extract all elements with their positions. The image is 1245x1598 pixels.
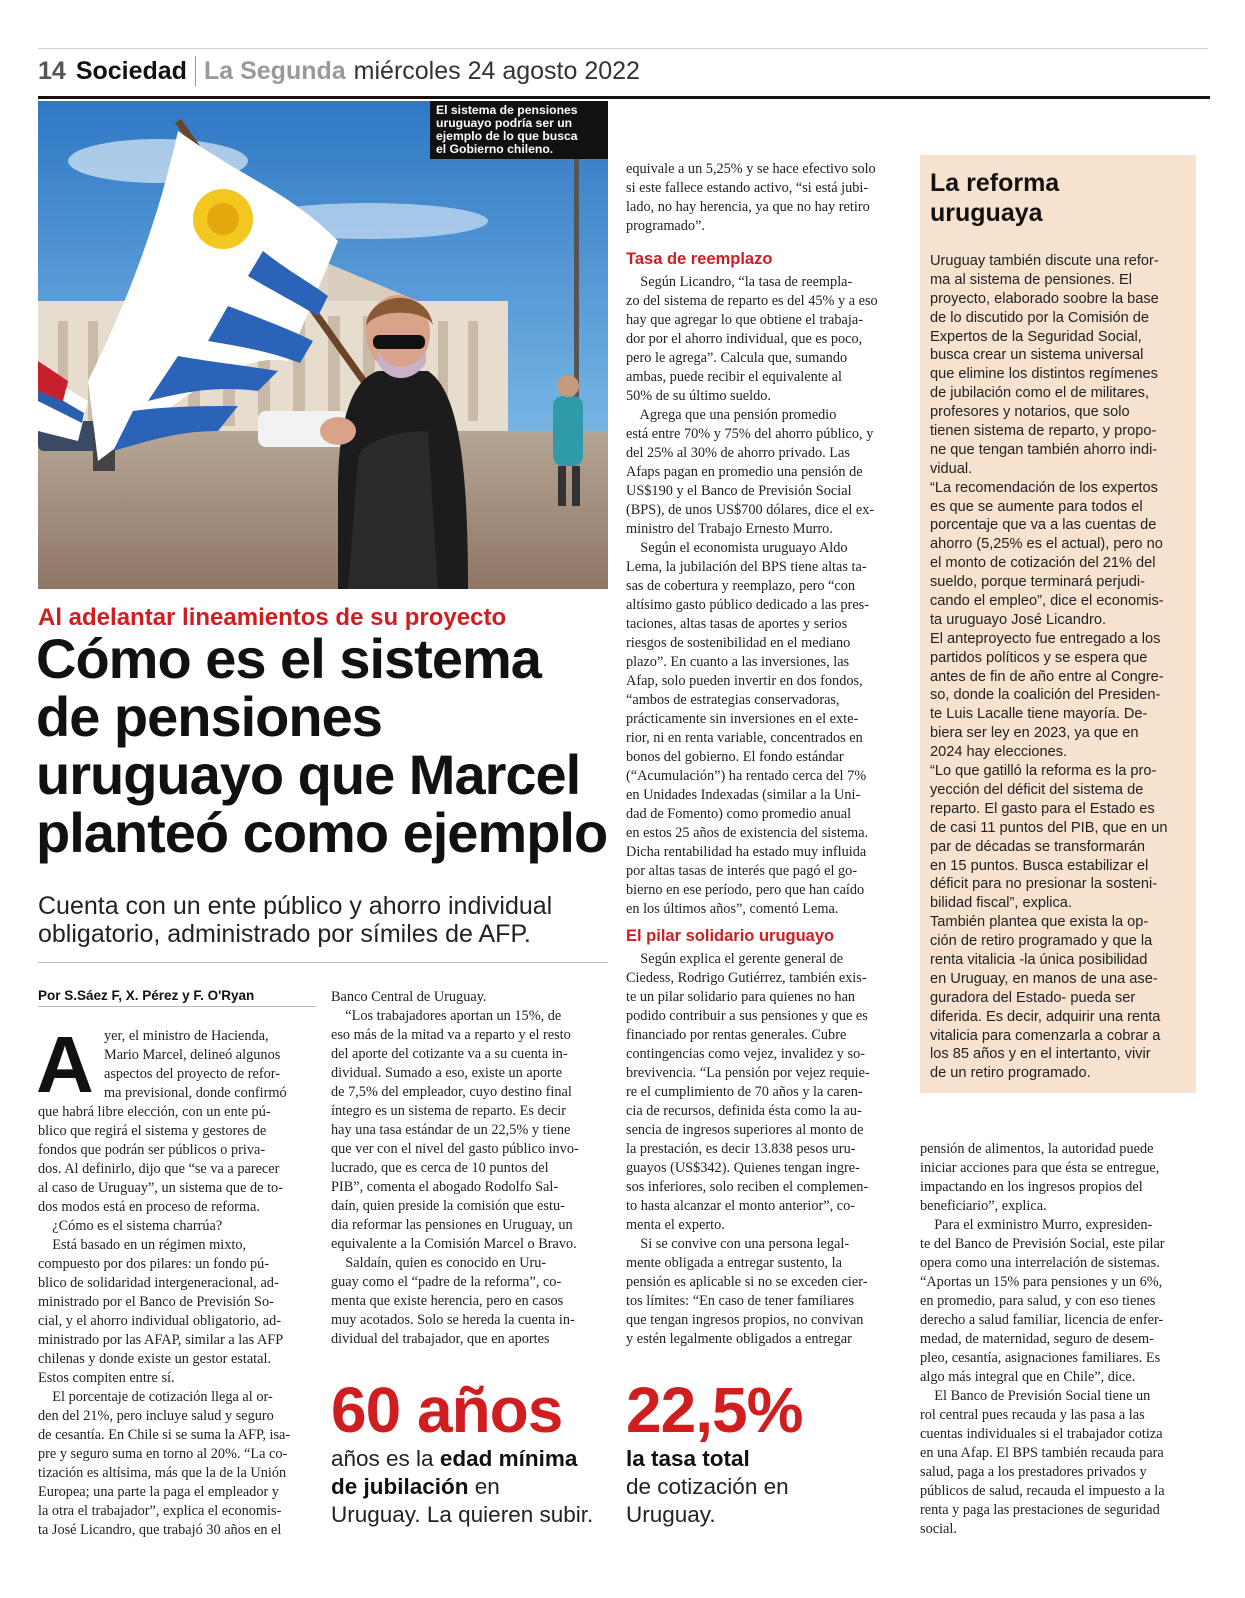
text-line: Según Licandro, “la tasa de reempla- [626, 274, 853, 290]
text-line: opera como una interrelación de sistemas. [920, 1255, 1160, 1271]
text-line: pleo, cesantía, asignaciones familiares. Es [920, 1350, 1161, 1366]
sidebar-line: bilidad fiscal”, explica. [930, 895, 1072, 912]
top-rule [38, 48, 1208, 49]
text-line: contingencias como vejez, invalidez y so- [626, 1046, 865, 1062]
sidebar-line: Uruguay también discute una refor- [930, 253, 1159, 269]
article-headline [36, 627, 616, 864]
sidebar-line: ma al sistema de pensiones. El [930, 271, 1132, 288]
text-line: equivalente a la Comisión Marcel o Bravo. [331, 1236, 577, 1252]
text-line: sencia de ingresos superiores al monto de [626, 1122, 864, 1138]
sidebar-line: ción de retiro programado y que la [930, 933, 1153, 950]
text-line: beneficiario”, explica. [920, 1198, 1047, 1214]
sidebar-line: vidual. [930, 460, 973, 477]
article-kicker: Al adelantar lineamientos de su proyecto [38, 604, 507, 631]
text-line: (BPS), de unos US$700 dólares, dice el ex- [626, 502, 875, 518]
sidebar-line: de jubilación como el de militares, [930, 385, 1150, 402]
sidebar-line: de lo discutido por la Comisión de [930, 309, 1150, 326]
stat-text: Uruguay. La quieren subir. [331, 1502, 594, 1527]
text-line: dor por el ahorro individual, que es poco, [626, 331, 863, 347]
text-line: Si se convive con una persona legal- [626, 1236, 850, 1252]
subheading-pilar-solidario: El pilar solidario uruguayo [626, 927, 835, 945]
text-line: brevivencia. “La pensión por vejez requie- [626, 1065, 870, 1081]
text-line: menta el experto. [626, 1217, 725, 1233]
column-1 [38, 1103, 316, 1540]
text-line: al caso de Uruguay”, un sistema que de to- [38, 1180, 283, 1196]
text-line: bierno en ese período, pero que han caído [626, 882, 865, 898]
text-line: pensión es aplicable si no se exceden cier- [626, 1274, 868, 1290]
page-number: 14 [38, 56, 66, 85]
drop-cap: A [36, 1020, 94, 1109]
text-line: ministrado por las AFAP, similar a las AFP [38, 1332, 284, 1348]
text-line: tos límites: “En caso de tener familiares [626, 1293, 854, 1309]
text-line: cuentas individuales si el trabajador cotiza [920, 1426, 1163, 1442]
sidebar-line: par de décadas se transformarán [930, 838, 1145, 855]
text-line: blico que regirá el sistema y gestores de [38, 1123, 267, 1139]
text-line: por altas tasas de interés que pagó el go- [626, 863, 858, 879]
text-line: 50% de su último sueldo. [626, 388, 771, 404]
text-line: dos modos está en proceso de reforma. [38, 1199, 260, 1215]
page-header [38, 53, 640, 89]
text-line: guayos (US$342). Quienes tengan ingre- [626, 1160, 860, 1176]
text-line: social. [920, 1521, 957, 1537]
text-line: Saldaín, quien es conocido en Uru- [331, 1255, 547, 1271]
text-line: la prestación, es decir 13.838 pesos uru- [626, 1141, 856, 1157]
text-line: “Aportas un 15% para pensiones y un 6%, [920, 1274, 1163, 1290]
publication-name: La Segunda [203, 56, 346, 85]
text-line: dos. Al definirlo, dijo que “se va a parecer [38, 1161, 280, 1177]
text-line: si este fallece estando activo, “si está jubi- [626, 180, 869, 196]
text-line: riesgos de sostenibilidad en el mediano [626, 635, 851, 651]
text-line: impactando en los ingresos propios del [920, 1179, 1143, 1195]
text-line: programado”. [626, 218, 705, 234]
sidebar-line: déficit para no presionar la sosteni- [930, 876, 1158, 893]
text-line: mente obligada a entregar sustento, la [626, 1255, 842, 1271]
text-line: la otra el trabajador”, explica el economis- [38, 1503, 282, 1519]
article-photo [38, 101, 608, 589]
sidebar-line: ahorro (5,25% es el actual), pero no [930, 536, 1163, 553]
text-line: yer, el ministro de Hacienda, [104, 1028, 269, 1044]
caption-line: el Gobierno chileno. [436, 142, 554, 156]
text-line: sos inferiores, solo reciben el complemen- [626, 1179, 869, 1195]
text-line: ambas, puede recibir el equivalente al [626, 369, 842, 385]
text-line: Europea; una parte la paga el empleador y [38, 1484, 279, 1500]
text-line: Para el exministro Murro, expresiden- [920, 1217, 1153, 1233]
sidebar-line: que elimine los distintos regímenes [930, 366, 1158, 383]
section-name: Sociedad [75, 56, 187, 85]
sidebar-line: de un retiro programado. [930, 1065, 1091, 1082]
text-line: hay una tasa estándar de un 22,5% y tiene [331, 1122, 571, 1138]
sidebar-line: yección del déficit del sistema de [930, 781, 1144, 798]
sidebar-line: en 15 puntos. Busca estabilizar el [930, 857, 1149, 874]
sidebar-line: ta uruguayo José Licandro. [930, 611, 1107, 628]
caption-line: ejemplo de lo que busca [436, 129, 578, 143]
publication-date: miércoles 24 agosto 2022 [353, 56, 640, 85]
article-deck [38, 892, 608, 948]
sidebar-line: “Lo que gatilló la reforma es la pro- [930, 763, 1157, 780]
text-line: en una Afap. El BPS también recauda para [920, 1445, 1164, 1461]
text-line: salud, paga a los prestadores privados y [920, 1464, 1147, 1480]
sidebar-line: biera ser ley en 2023, ya que en [930, 725, 1139, 742]
sidebar-line: proyecto, elaborado soobre la base [930, 290, 1159, 307]
text-line: pre y seguro suma en torno al 20%. “La co- [38, 1446, 288, 1462]
text-line: ta José Licandro, que trabajó 30 años en el [38, 1522, 282, 1538]
text-line: to hasta alcanzar el monto anterior”, co- [626, 1198, 856, 1214]
text-line: de 7,5% del empleador, cuyo destino final [331, 1084, 572, 1100]
text-line: ¿Cómo es el sistema charrúa? [38, 1218, 223, 1234]
sidebar-title [930, 168, 1059, 228]
text-line: públicos de salud, recauda el impuesto a la [920, 1483, 1165, 1499]
sidebar-line: 2024 hay elecciones. [930, 744, 1068, 761]
text-line: aspectos del proyecto de refor- [104, 1066, 280, 1082]
sidebar-line: so, donde la coalición del Presiden- [930, 687, 1161, 704]
subheading-tasa-reemplazo: Tasa de reemplazo [626, 250, 773, 268]
text-line: hay que agregar lo que obtiene el trabaja- [626, 312, 863, 328]
sidebar-line: antes de fin de año entre al Congre- [930, 668, 1164, 685]
text-line: derecho a salud familiar, licencia de enfer- [920, 1312, 1164, 1328]
text-line: cia de recursos, definida ésta como la au- [626, 1103, 862, 1119]
stat-text-bold: de jubilación [331, 1474, 469, 1499]
text-line: que ver con el nivel del gasto público invo- [331, 1141, 579, 1157]
stat-description [331, 1445, 593, 1529]
text-line: en Unidades Indexadas (similar a la Uni- [626, 787, 861, 803]
text-line: US$190 y el Banco de Previsión Social [626, 483, 852, 499]
text-line: ministro del Trabajo Ernesto Murro. [626, 521, 833, 537]
text-line: fondos que podrán ser públicos o priva- [38, 1142, 266, 1158]
text-line: compuesto por dos pilares: un fondo pú- [38, 1256, 270, 1272]
text-line: Afaps pagan en promedio una pensión de [626, 464, 863, 480]
sidebar-line: ne que tengan también ahorro indi- [930, 441, 1158, 458]
text-line: bonos del gobierno. El fondo estándar [626, 749, 844, 765]
text-line: menta que existe herencia, pero en casos [331, 1293, 564, 1309]
text-line: den del 21%, pero incluye salud y seguro [38, 1408, 274, 1424]
text-line: algo más integral que en Chile”, dice. [920, 1369, 1136, 1385]
stat-description [626, 1445, 789, 1529]
photo-caption [430, 101, 608, 159]
sidebar-line: partidos políticos y se espera que [930, 649, 1148, 666]
text-line: te un pilar solidario para quienes no han [626, 989, 856, 1005]
column-2 [331, 988, 609, 1349]
text-line: iniciar acciones para que ésta se entregue, [920, 1160, 1160, 1176]
text-line: Está basado en un régimen mixto, [38, 1237, 247, 1253]
text-line: del aporte del cotizante va a su cuenta in- [331, 1046, 568, 1062]
text-line: lucrado, que es cerca de 10 puntos del [331, 1160, 549, 1176]
text-line: guay como el “padre de la reforma”, co- [331, 1274, 562, 1290]
text-line: dividual del trabajador, que en aportes [331, 1331, 550, 1347]
text-line: tización es altísima, más que la de la Unión [38, 1465, 287, 1481]
sidebar-line: profesores y notarios, que solo [930, 404, 1130, 421]
text-line: sas de cobertura y reemplazo, pero “con [626, 578, 856, 594]
text-line: pero le agrega”. Calcula que, sumando [626, 350, 848, 366]
sidebar-title-line: La reforma [930, 169, 1060, 197]
sidebar-line: También plantea que exista la op- [930, 914, 1149, 931]
sidebar-line: “La recomendación de los expertos [930, 479, 1158, 496]
text-line: lado, no hay herencia, ya que no hay retiro [626, 199, 870, 215]
stat-number: 60 años [331, 1374, 563, 1446]
sidebar-line: de casi 11 puntos del PIB, que en un [930, 819, 1168, 836]
stat-text: en [468, 1474, 500, 1499]
text-line: altísimo gasto público dedicado a las pres- [626, 597, 869, 613]
sidebar-body [930, 252, 1192, 1083]
text-line: íntegro es un sistema de reparto. Es decir [331, 1103, 567, 1119]
text-line: en promedio, para salud, y con eso tienes [920, 1293, 1156, 1309]
text-line: ministrado por el Banco de Previsión So- [38, 1294, 274, 1310]
text-line: Afap, solo pueden invertir en dos fondos, [626, 673, 863, 689]
text-line: financiado por rentas generales. Cubre [626, 1027, 847, 1043]
text-line: renta y paga las prestaciones de seguridad [920, 1502, 1160, 1518]
text-line: rior, ni en renta variable, concentrados en [626, 730, 863, 746]
text-line: Según explica el gerente general de [626, 951, 844, 967]
text-line: Banco Central de Uruguay. [331, 989, 487, 1005]
text-line: dia reformar las pensiones en Uruguay, un [331, 1217, 573, 1233]
header-rule [38, 96, 1210, 99]
text-line: Dicha rentabilidad ha estado muy influida [626, 844, 867, 860]
text-line: podido contribuir a sus pensiones y que es [626, 1008, 868, 1024]
text-line: zo del sistema de reparto es del 45% y a eso [626, 293, 878, 309]
text-line: blico de solidaridad intergeneracional, ad- [38, 1275, 279, 1291]
text-line: en los últimos años”, comentó Lema. [626, 901, 839, 917]
deck-rule [38, 962, 608, 963]
text-line: que tengan ingresos propios, no convivan [626, 1312, 864, 1328]
text-line: Según el economista uruguayo Aldo [626, 540, 848, 556]
stat-text: de cotización en [626, 1474, 789, 1499]
text-line: daín, quien preside la comisión que estu- [331, 1198, 565, 1214]
headline-line: uruguayo que Marcel [36, 743, 581, 806]
text-line: Estos compiten entre sí. [38, 1370, 175, 1386]
text-line: PIB”, comenta el abogado Rodolfo Sal- [331, 1179, 559, 1195]
text-line: taciones, altas tasas de aportes y serios [626, 616, 848, 632]
sidebar-line: sueldo, porque terminará perjudi- [930, 574, 1145, 591]
headline-line: planteó como ejemplo [36, 801, 608, 864]
text-line: pensión de alimentos, la autoridad puede [920, 1141, 1154, 1157]
sidebar-line: el monto de cotización del 21% del [930, 555, 1156, 572]
caption-line: uruguayo podría ser un [436, 116, 573, 130]
text-line: ma previsional, donde confirmó [104, 1085, 287, 1101]
text-line: Lema, la jubilación del BPS tiene altas ta- [626, 559, 867, 575]
text-line: “Los trabajadores aportan un 15%, de [331, 1008, 562, 1024]
text-line: equivale a un 5,25% y se hace efectivo solo [626, 161, 876, 177]
text-line: El Banco de Previsión Social tiene un [920, 1388, 1151, 1404]
text-line: dad de Fomento) como promedio anual [626, 806, 852, 822]
caption-line: El sistema de pensiones [436, 103, 578, 117]
text-line: plazo”. En cuanto a las inversiones, las [626, 654, 850, 670]
sidebar-title-line: uruguaya [930, 199, 1043, 227]
text-line: Mario Marcel, delineó algunos [104, 1047, 281, 1063]
header-separator [195, 56, 196, 86]
stat-number: 22,5% [626, 1374, 803, 1446]
deck-line: Cuenta con un ente público y ahorro individual [38, 892, 553, 920]
stat-text-bold: edad mínima [439, 1446, 578, 1471]
text-line: medad, de maternidad, seguro de desem- [920, 1331, 1154, 1347]
headline-line: de pensiones [36, 685, 382, 748]
sidebar-line: tienen sistema de reparto, y propo- [930, 423, 1157, 440]
column-3-part-2 [626, 273, 904, 919]
sidebar-line: es que se aumente para todos el [930, 498, 1143, 515]
text-line: rol central pues recauda y las pasa a las [920, 1407, 1145, 1423]
sidebar-line: busca crear un sistema universal [930, 347, 1144, 364]
text-line: El porcentaje de cotización llega al or- [38, 1389, 273, 1405]
column-3-part-1 [626, 160, 904, 236]
text-line: de cesantía. En Chile si se suma la AFP, isa- [38, 1427, 291, 1443]
sidebar-line: porcentaje que va a las cuentas de [930, 517, 1157, 534]
sidebar-line: El anteproyecto fue entregado a los [930, 630, 1161, 647]
column-1-intro [104, 1027, 316, 1103]
stat-text-bold: la tasa total [626, 1446, 750, 1471]
text-line: prácticamente sin inversiones en el exte- [626, 711, 859, 727]
sidebar-line: cando el empleo”, dice el economis- [930, 593, 1164, 610]
sidebar-line: guradora del Estado- pueda ser [930, 989, 1136, 1006]
sidebar-line: en Uruguay, en manos de una ase- [930, 970, 1158, 987]
text-line: muy acotados. Solo se hereda la cuenta in- [331, 1312, 575, 1328]
column-4 [920, 1140, 1198, 1539]
text-line: “ambos de estrategias conservadoras, [626, 692, 840, 708]
sidebar-line: renta vitalicia -la única posibilidad [930, 951, 1148, 968]
text-line: y estén legalmente obligados a entregar [626, 1331, 852, 1347]
stat-text: años es la [331, 1446, 440, 1471]
byline: Por S.Sáez F, X. Pérez y F. O'Ryan [38, 988, 255, 1003]
sidebar-line: Expertos de la Seguridad Social, [930, 328, 1142, 345]
text-line: re el cumplimiento de 70 años y la caren- [626, 1084, 863, 1100]
text-line: que habrá libre elección, con un ente pú- [38, 1104, 271, 1120]
text-line: dividual. Sumado a eso, existe un aporte [331, 1065, 563, 1081]
text-line: chilenas y donde existe un gestor estatal. [38, 1351, 272, 1367]
sidebar-line: te Luis Lacalle tiene mayoría. De- [930, 706, 1148, 723]
text-line: Ciedess, Rodrigo Gutiérrez, también exis- [626, 970, 867, 986]
text-line: cial, y el ahorro individual obligatorio, ad- [38, 1313, 281, 1329]
column-3-part-3 [626, 950, 904, 1349]
headline-line: Cómo es el sistema [36, 627, 541, 690]
deck-line: obligatorio, administrado por símiles de AFP. [38, 920, 531, 948]
sidebar-line: reparto. El gasto para el Estado es [930, 800, 1155, 817]
sidebar-line: los 85 años y en el intertanto, vivir [930, 1046, 1151, 1063]
text-line: te del Banco de Previsión Social, este pilar [920, 1236, 1165, 1252]
sidebar-line: diferida. Es decir, adquirir una renta [930, 1008, 1161, 1025]
byline-rule [38, 1006, 316, 1007]
text-line: Agrega que una pensión promedio [626, 407, 837, 423]
text-line: del 25% al 30% de ahorro privado. Las [626, 445, 850, 461]
text-line: (“Acumulación”) ha rentado cerca del 7% [626, 768, 867, 784]
sidebar-line: vitalicia para comenzarla a cobrar a [930, 1027, 1161, 1044]
text-line: en estos 25 años de existencia del sistema. [626, 825, 869, 841]
text-line: está entre 70% y 75% del ahorro público, y [626, 426, 874, 442]
stat-text: Uruguay. [626, 1502, 716, 1527]
text-line: eso más de la mitad va a reparto y el resto [331, 1027, 571, 1043]
